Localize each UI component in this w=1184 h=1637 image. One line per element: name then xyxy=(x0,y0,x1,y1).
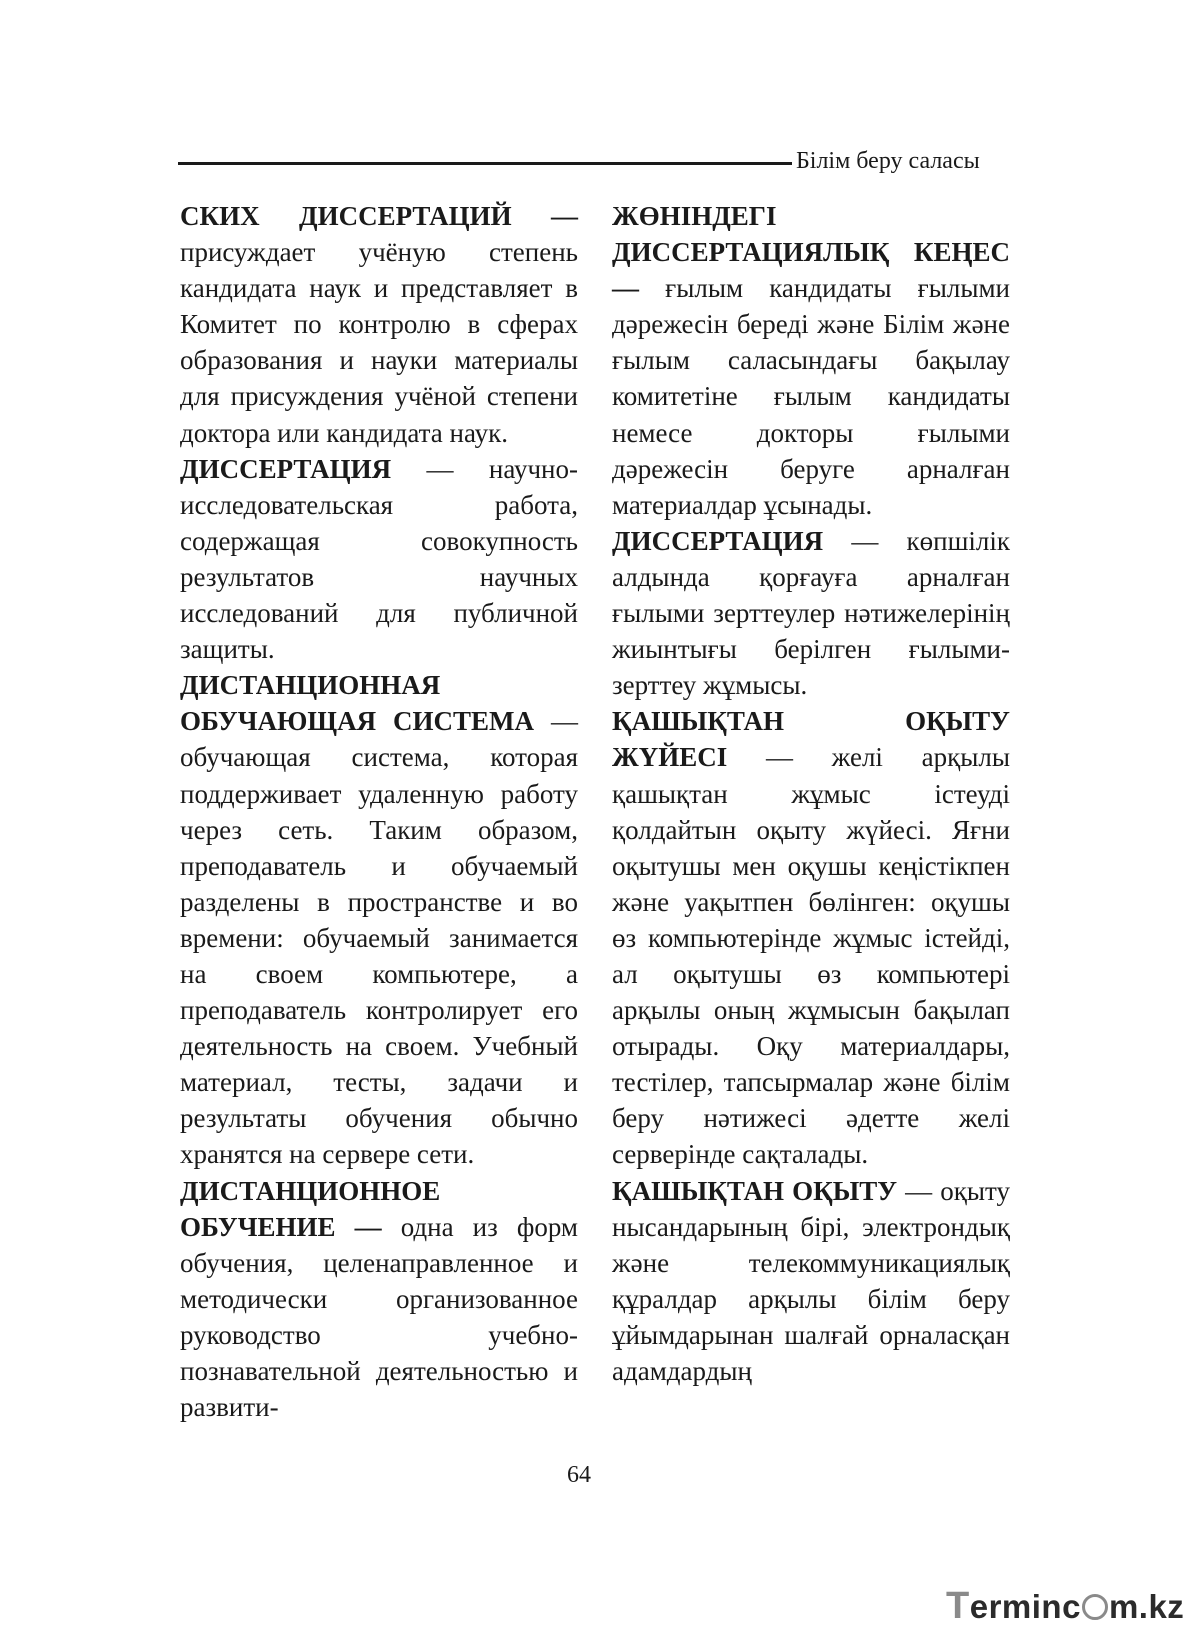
dictionary-entry xyxy=(180,667,578,1172)
watermark-part2: m.kz xyxy=(1108,1588,1184,1625)
dictionary-entry xyxy=(180,1173,578,1426)
entry-term: ЖӨНІНДЕГІ ДИССЕРТАЦИЯЛЫҚ КЕҢЕС — xyxy=(612,201,1010,304)
entry-definition: — желі арқылы қашықтан жұмыс істеуді қолдайтын оқыту жүйесі. Яғни оқытушы мен оқушы кеңістікпен және уақытпен бөлінген: оқушы өз компьютерінде жұмыс істейді, ал оқытушы өз компьютері арқылы оның жұмысын бақылап отырады. Оқу материалдары, тестілер, тапсырмалар және білім беру нәтижесі әдетте желі серверінде сақталады. xyxy=(612,742,1010,1170)
dictionary-entry xyxy=(612,1173,1010,1390)
entry-term: ҚАШЫҚТАН ОҚЫТУ xyxy=(612,1175,898,1206)
entry-term: ДИСТАНЦИОННАЯ ОБУЧАЮЩАЯ СИСТЕМА xyxy=(180,670,535,737)
entry-definition: — научно-исследовательская работа, содержащая совокупность результатов научных исследований для публичной защиты. xyxy=(180,453,578,665)
entry-term: СКИХ ДИССЕРТАЦИЙ — xyxy=(180,201,578,231)
watermark-part1: erminc xyxy=(969,1588,1081,1625)
entry-definition: присуждает учёную степень кандидата наук и представляет в Комитет по контролю в сферах образования и науки материалы для присуждения учёной степени доктора или кандидата наук. xyxy=(180,237,578,448)
dictionary-entry xyxy=(180,198,578,451)
entry-term: ДИССЕРТАЦИЯ xyxy=(612,525,824,556)
watermark-prefix: T xyxy=(946,1585,970,1627)
left-column xyxy=(180,198,578,1425)
header-rule xyxy=(178,162,792,165)
entry-definition: — обучающая система, которая поддерживает удаленную работу через сеть. Таким образом, преподаватель и обучаемый разделены в пространстве и во времени: обучаемый занимается на своем компьютере, а преподаватель контролирует его деятельность на своем. Учебный материал, тесты, задачи и результаты обучения обычно хранятся на сервере сети. xyxy=(180,706,579,1170)
dictionary-entry xyxy=(612,523,1010,703)
entry-definition: — оқыту нысандарының бірі, электрондық және телекоммуникациялық құралдар арқылы білім беру ұйымдарынан шалғай орналасқан адамдардың xyxy=(612,1175,1010,1386)
watermark-logo xyxy=(946,1586,1184,1627)
running-head: Білім беру саласы xyxy=(796,148,980,174)
entry-definition: ғылым кандидаты ғылыми дәрежесін береді және Білім және ғылым саласындағы бақылау комитетіне ғылым кандидаты немесе докторы ғылыми дәрежесін беруге арналған материалдар ұсынады. xyxy=(612,273,1010,520)
entry-definition: — көпшілік алдында қорғауға арналған ғылыми зерттеулер нәтижелерінің жиынтығы берілген ғылыми-зерттеу жұмысы. xyxy=(612,525,1010,701)
entry-term: ҚАШЫҚТАН ОҚЫТУ ЖҮЙЕСІ xyxy=(612,706,1010,773)
right-column xyxy=(612,198,1010,1389)
dictionary-entry xyxy=(612,703,1010,1172)
entry-term: ДИССЕРТАЦИЯ xyxy=(180,453,392,484)
watermark-o-ring-icon xyxy=(1082,1594,1108,1620)
dictionary-entry xyxy=(180,451,578,668)
entry-definition: одна из форм обучения, целенаправленное и методически организованное руководство учебно-познавательной деятельностью и развити- xyxy=(180,1211,578,1423)
entry-term: ДИСТАНЦИОННОЕ ОБУЧЕНИЕ — xyxy=(180,1175,441,1242)
page-number: 64 xyxy=(567,1462,591,1488)
dictionary-entry xyxy=(612,198,1010,523)
